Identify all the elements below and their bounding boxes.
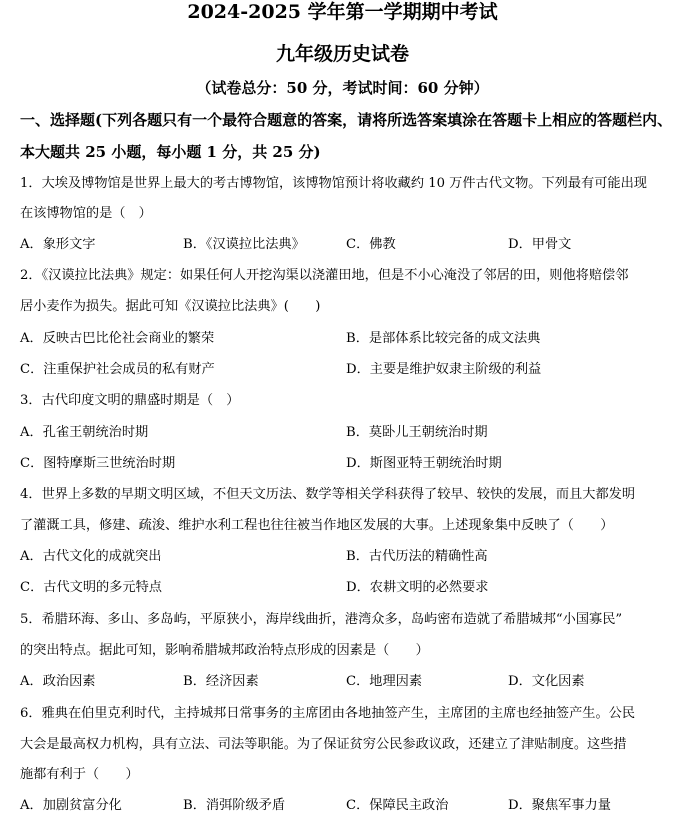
question-3-option-d: D．斯图亚特王朝统治时期: [346, 456, 502, 471]
question-5-option-b: B．经济因素: [183, 674, 259, 689]
question-3-option-b: B．莫卧儿王朝统治时期: [346, 425, 488, 440]
question-2-option-d: D．主要是维护奴隶主阶级的利益: [346, 362, 542, 377]
question-6-line-3: 施都有利于（ ）: [20, 767, 139, 782]
question-4-option-b: B．古代历法的精确性高: [346, 549, 488, 564]
exam-title: 2024-2025 学年第一学期期中考试: [187, 1, 498, 23]
question-4-line-1: 4．世界上多数的早期文明区域，不但天文历法、数学等相关学科获得了较早、较快的发展，而且大都发明: [20, 487, 636, 502]
question-6-line-1: 6．雅典在伯里克利时代，主持城邦日常事务的主席团由各地抽签产生，主席团的主席也经抽签产生。公民: [20, 706, 636, 721]
question-1-option-b: B．《汉谟拉比法典》: [183, 237, 305, 252]
question-5-line-1: 5．希腊环海、多山、多岛屿，平原狭小，海岸线曲折，港湾众多，岛屿密布造就了希腊城邦“小国寡民”: [20, 612, 623, 627]
question-2-option-b: B．是部体系比较完备的成文法典: [346, 331, 541, 346]
question-1-option-d: D．甲骨文: [508, 237, 572, 252]
question-5-option-c: C．地理因素: [346, 674, 423, 689]
question-6-option-a: A．加剧贫富分化: [20, 798, 122, 813]
exam-info: （试卷总分：50 分，考试时间：60 分钟）: [196, 79, 489, 97]
question-3-option-c: C．图特摩斯三世统治时期: [20, 456, 176, 471]
question-4-option-c: C．古代文明的多元特点: [20, 580, 162, 595]
question-1-option-a: A．象形文字: [20, 237, 96, 252]
question-5-line-2: 的突出特点。据此可知，影响希腊城邦政治特点形成的因素是（ ）: [20, 643, 429, 658]
question-5-option-a: A．政治因素: [20, 674, 96, 689]
question-3-option-a: A．孔雀王朝统治时期: [20, 425, 149, 440]
question-4-option-a: A．古代文化的成就突出: [20, 549, 162, 564]
question-5-option-d: D．文化因素: [508, 674, 585, 689]
question-6-option-c: C．保障民主政治: [346, 798, 449, 813]
section-heading: 一、选择题(下列各题只有一个最符合题意的答案，请将所选答案填涂在答题卡上相应的答题栏内、本大题共 25 小题，每小题 1 分，共 25 分): [20, 111, 673, 161]
exam-subtitle: 九年级历史试卷: [275, 43, 409, 65]
question-1-line-1: 1．大埃及博物馆是世界上最大的考古博物馆，该博物馆预计将收藏约 10 万件古代文物。下列最有可能出现: [20, 176, 647, 191]
question-2-line-2: 居小麦作为损失。据此可知《汉谟拉比法典》( ): [20, 299, 321, 314]
question-6-line-2: 大会是最高权力机构，具有立法、司法等职能。为了保证贫穷公民参政议政，还建立了津贴制度。这些措: [20, 737, 627, 752]
question-1-line-2: 在该博物馆的是（ ）: [20, 206, 152, 221]
question-6-option-d: D．聚焦军事力量: [508, 798, 611, 813]
question-2-line-1: 2．《汉谟拉比法典》规定：如果任何人开挖沟渠以浇灌田地，但是不小心淹没了邻居的田，则他将赔偿邻: [20, 268, 629, 283]
question-6-option-b: B．消弭阶级矛盾: [183, 798, 286, 813]
question-1-option-c: C．佛教: [346, 237, 396, 252]
question-2-option-a: A．反映古巴比伦社会商业的繁荣: [20, 331, 215, 346]
question-2-option-c: C．注重保护社会成员的私有财产: [20, 362, 215, 377]
question-4-line-2: 了灌溉工具，修建、疏浚、维护水利工程也往往被当作地区发展的大事。上述现象集中反映了（ ）: [20, 518, 614, 533]
question-3-line-1: 3．古代印度文明的鼎盛时期是（ ）: [20, 393, 240, 408]
question-4-option-d: D．农耕文明的必然要求: [346, 580, 489, 595]
